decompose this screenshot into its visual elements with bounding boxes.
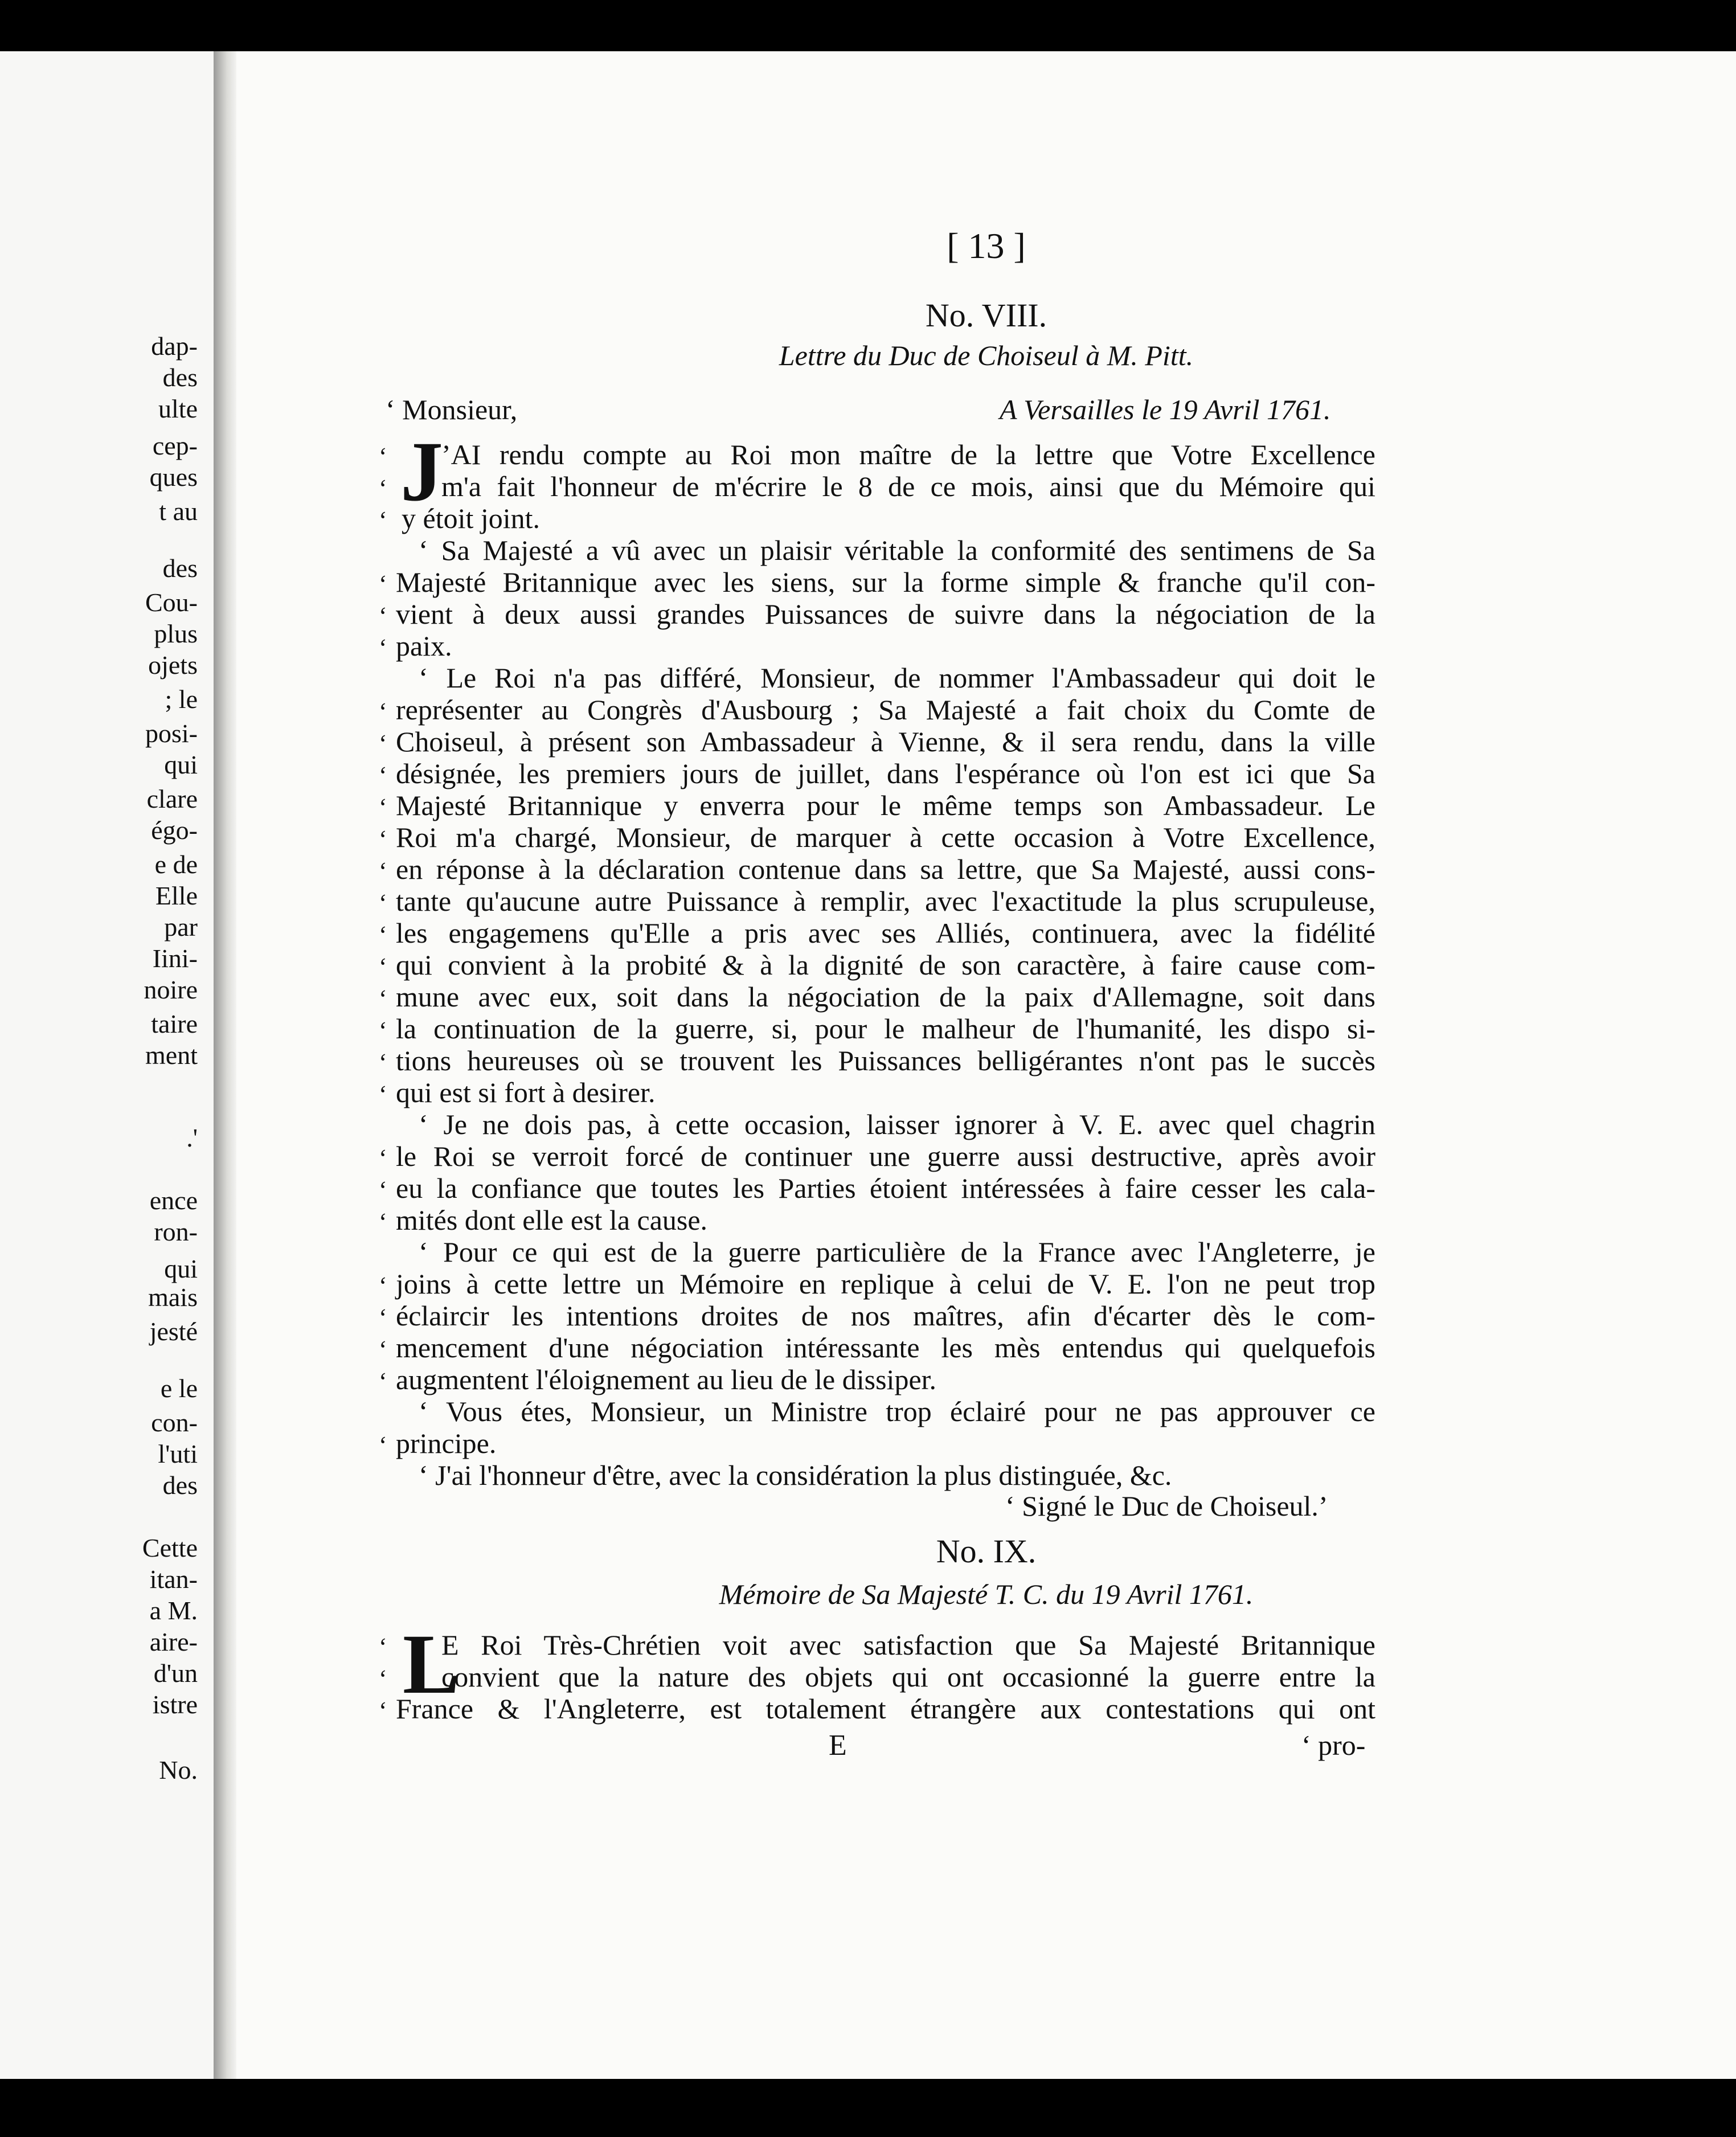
- quotation-margin-mark: ‘: [379, 1697, 387, 1725]
- catchword: ‘ pro-: [1301, 1729, 1366, 1761]
- letter-line: augmentent l'éloignement au lieu de le dissiper.: [396, 1364, 937, 1395]
- left-page-text-fragment: a M.: [149, 1596, 198, 1625]
- left-page-text-fragment: e le: [160, 1374, 198, 1403]
- quotation-margin-mark: ‘: [379, 570, 387, 598]
- letter-line: Majesté Britannique avec les siens, sur la forme simple & franche qu'il con-: [396, 566, 1375, 598]
- left-page-text-fragment: jesté: [149, 1317, 198, 1346]
- left-page-text-fragment: l'uti: [158, 1439, 198, 1468]
- quotation-margin-mark: ‘: [379, 602, 387, 630]
- left-page-text-fragment: t au: [159, 497, 198, 526]
- section-heading-viii: No. VIII.: [925, 297, 1047, 334]
- letter-line: ’AI rendu compte au Roi mon maître de la lettre que Votre Excellence: [441, 439, 1375, 470]
- quotation-margin-mark: ‘: [379, 1049, 387, 1076]
- page-number: [ 13 ]: [947, 226, 1026, 266]
- letter-title: Lettre du Duc de Choiseul à M. Pitt.: [779, 339, 1194, 371]
- left-page-text-fragment: ment: [145, 1041, 198, 1070]
- quotation-margin-mark: ‘: [379, 1368, 387, 1395]
- quotation-margin-mark: ‘: [379, 443, 387, 470]
- left-page-text-fragment: ; le: [165, 685, 198, 714]
- quotation-margin-mark: ‘: [379, 698, 387, 726]
- letter-line: Choiseul, à présent son Ambassadeur à Vienne, & il sera rendu, dans la ville: [396, 726, 1375, 758]
- letter-line: ‘ Vous étes, Monsieur, un Ministre trop éclairé pour ne pas approuver ce: [419, 1395, 1375, 1427]
- letter-line: eu la confiance que toutes les Parties étoient intéressées à faire cesser les cala-: [396, 1172, 1375, 1204]
- signature-mark: E: [829, 1729, 847, 1762]
- quotation-margin-mark: ‘: [379, 1336, 387, 1364]
- left-page-fragment: [0, 51, 214, 2079]
- letter-line: y étoit joint.: [402, 502, 541, 534]
- quotation-margin-mark: ‘: [379, 762, 387, 789]
- left-page-text-fragment: con-: [151, 1408, 198, 1437]
- left-page-text-fragment: Elle: [155, 881, 198, 910]
- letter-line: éclaircir les intentions droites de nos maîtres, afin d'écarter dès le com-: [396, 1300, 1375, 1332]
- quotation-margin-mark: ‘: [379, 1208, 387, 1236]
- letter-line: m'a fait l'honneur de m'écrire le 8 de ce mois, ainsi que du Mémoire qui: [441, 470, 1375, 502]
- salutation: ‘ Monsieur,: [386, 394, 518, 425]
- quotation-margin-mark: ‘: [379, 730, 387, 758]
- left-page-text-fragment: .': [186, 1123, 198, 1152]
- letter-line: ‘ Je ne dois pas, à cette occasion, laisser ignorer à V. E. avec quel chagrin: [419, 1108, 1375, 1140]
- letter-line: tions heureuses où se trouvent les Puissances belligérantes n'ont pas le succès: [396, 1045, 1375, 1076]
- left-page-text-fragment: par: [164, 912, 198, 941]
- letter-line: la continuation de la guerre, si, pour le malheur de l'humanité, les dispo si-: [396, 1013, 1375, 1045]
- memoire-title: Mémoire de Sa Majesté T. C. du 19 Avril 1761.: [719, 1578, 1254, 1610]
- letter-line: le Roi se verroit forcé de continuer une guerre aussi destructive, après avoir: [396, 1140, 1375, 1172]
- drop-cap: J: [400, 424, 443, 519]
- left-page-text-fragment: d'un: [153, 1659, 198, 1688]
- quotation-margin-mark: ‘: [379, 921, 387, 949]
- left-page-text-fragment: plus: [154, 619, 198, 648]
- letter-line: ‘ Pour ce qui est de la guerre particulière de la France avec l'Angleterre, je: [419, 1236, 1375, 1268]
- letter-line: mune avec eux, soit dans la négociation de la paix d'Allemagne, soit dans: [396, 981, 1375, 1013]
- quotation-margin-mark: ‘: [379, 1304, 387, 1332]
- left-page-text-fragment: qui: [164, 750, 198, 779]
- quotation-margin-mark: ‘: [379, 889, 387, 917]
- quotation-margin-mark: ‘: [379, 985, 387, 1013]
- letter-line: en réponse à la déclaration contenue dans sa lettre, que Sa Majesté, aussi cons-: [396, 853, 1375, 885]
- left-page-text-fragment: clare: [146, 784, 198, 813]
- quotation-margin-mark: ‘: [379, 506, 387, 534]
- left-page-text-fragment: mais: [148, 1283, 198, 1312]
- left-page-text-fragment: istre: [152, 1690, 198, 1719]
- letter-line: vient à deux aussi grandes Puissances de suivre dans la négociation de la: [396, 598, 1375, 630]
- letter-line: paix.: [396, 630, 452, 662]
- letter-line: ‘ J'ai l'honneur d'être, avec la considération la plus distinguée, &c.: [419, 1459, 1172, 1491]
- left-page-text-fragment: ron-: [154, 1217, 198, 1246]
- quotation-margin-mark: ‘: [379, 793, 387, 821]
- letter-line: mités dont elle est la cause.: [396, 1204, 708, 1236]
- quotation-margin-mark: ‘: [379, 1272, 387, 1300]
- left-page-text-fragment: cep-: [152, 431, 198, 460]
- left-page-text-fragment: Iini-: [152, 944, 198, 973]
- quotation-margin-mark: ‘: [379, 1017, 387, 1045]
- left-page-text-fragment: des: [162, 1471, 198, 1500]
- right-page: [236, 51, 1736, 2079]
- memoire-line: France & l'Angleterre, est totalement étrangère aux contestations qui ont: [396, 1693, 1375, 1725]
- left-page-text-fragment: ques: [149, 462, 198, 492]
- left-page-text-fragment: Cou-: [145, 588, 198, 617]
- letter-line: joins à cette lettre un Mémoire en replique à celui de V. E. l'on ne peut trop: [396, 1268, 1375, 1300]
- quotation-margin-mark: ‘: [379, 1144, 387, 1172]
- left-page-text-fragment: aire-: [149, 1627, 198, 1656]
- letter-line: les engagemens qu'Elle a pris avec ses Alliés, continuera, avec la fidélité: [396, 917, 1375, 949]
- left-page-text-fragment: qui: [164, 1254, 198, 1283]
- quotation-margin-mark: ‘: [379, 1080, 387, 1108]
- letter-line: Roi m'a chargé, Monsieur, de marquer à cette occasion à Votre Excellence,: [396, 821, 1375, 853]
- quotation-margin-mark: ‘: [379, 953, 387, 981]
- left-page-text-fragment: No.: [159, 1755, 198, 1784]
- quotation-margin-mark: ‘: [379, 825, 387, 853]
- letter-line: Majesté Britannique y enverra pour le même temps son Ambassadeur. Le: [396, 789, 1375, 821]
- left-page-text-fragment: taire: [151, 1009, 198, 1038]
- left-page-text-fragment: posi-: [145, 719, 198, 748]
- left-page-text-fragment: des: [162, 363, 198, 392]
- letter-line: ‘ Sa Majesté a vû avec un plaisir véritable la conformité des sentimens de Sa: [419, 534, 1375, 566]
- left-page-text-fragment: des: [162, 554, 198, 583]
- letter-line: qui est si fort à desirer.: [396, 1076, 656, 1108]
- quotation-margin-mark: ‘: [379, 1633, 387, 1661]
- drop-cap: L: [403, 1617, 460, 1712]
- letter-line: mencement d'une négociation intéressante les mès entendus qui quelquefois: [396, 1332, 1375, 1364]
- left-page-text-fragment: ulte: [158, 394, 198, 423]
- letter-line: tante qu'aucune autre Puissance à remplir, avec l'exactitude la plus scrupuleuse,: [396, 885, 1375, 917]
- dateline: A Versailles le 19 Avril 1761.: [1000, 394, 1331, 425]
- letter-line: qui convient à la probité & à la dignité de son caractère, à faire cause com-: [396, 949, 1375, 981]
- left-page-text-fragment: e de: [154, 850, 198, 879]
- quotation-margin-mark: ‘: [379, 1176, 387, 1204]
- memoire-line: E Roi Très-Chrétien voit avec satisfaction que Sa Majesté Britannique: [441, 1629, 1375, 1661]
- quotation-margin-mark: ‘: [379, 1665, 387, 1693]
- left-page-text-fragment: noire: [144, 975, 198, 1004]
- quotation-margin-mark: ‘: [379, 1431, 387, 1459]
- left-page-text-fragment: Cette: [142, 1533, 198, 1562]
- letter-line: ‘ Le Roi n'a pas différé, Monsieur, de nommer l'Ambassadeur qui doit le: [419, 662, 1375, 694]
- letter-line: représenter au Congrès d'Ausbourg ; Sa Majesté a fait choix du Comte de: [396, 694, 1375, 726]
- letter-line: désignée, les premiers jours de juillet, dans l'espérance où l'on est ici que Sa: [396, 758, 1375, 789]
- left-page-text-fragment: dap-: [151, 331, 198, 361]
- quotation-margin-mark: ‘: [379, 857, 387, 885]
- book-gutter: [214, 51, 236, 2079]
- quotation-margin-mark: ‘: [379, 474, 387, 502]
- left-page-text-fragment: itan-: [149, 1565, 198, 1594]
- section-heading-ix: No. IX.: [936, 1533, 1037, 1570]
- quotation-margin-mark: ‘: [379, 634, 387, 662]
- left-page-text-fragment: ojets: [148, 650, 198, 679]
- letter-line: principe.: [396, 1427, 497, 1459]
- left-page-text-fragment: ence: [149, 1186, 198, 1215]
- signature: ‘ Signé le Duc de Choiseul.’: [1005, 1490, 1328, 1522]
- left-page-text-fragment: égo-: [151, 816, 198, 845]
- memoire-line: convient que la nature des objets qui ont occasionné la guerre entre la: [441, 1661, 1375, 1693]
